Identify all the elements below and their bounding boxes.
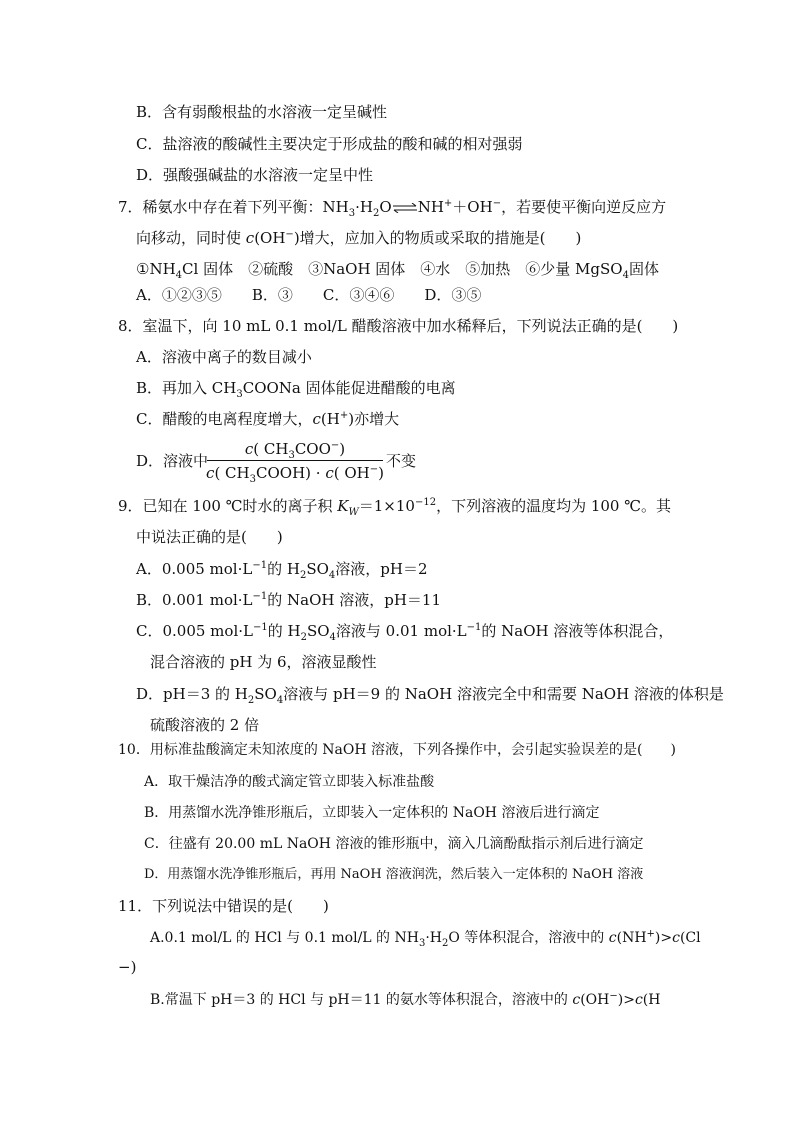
fraction-bar	[207, 460, 383, 461]
q10-stem: 10．用标准盐酸滴定未知浓度的 NaOH 溶液，下列各操作中，会引起实验误差的是( )	[118, 742, 676, 758]
equilibrium-arrow-icon	[392, 203, 418, 213]
q9-option-c-line2: 混合溶液的 pH 为 6，溶液显酸性	[150, 653, 377, 671]
q10-option-d: D．用蒸馏水洗净锥形瓶后，再用 NaOH 溶液润洗，然后装入一定体积的 NaOH 溶液	[144, 867, 644, 882]
q9-stem-line2: 中说法正确的是( )	[136, 528, 283, 546]
q11-option-b: B.常温下 pH＝3 的 HCl 与 pH＝11 的氨水等体积混合，溶液中的 c(OH−)>c(H	[150, 990, 661, 1008]
q10-option-b: B．用蒸馏水洗净锥形瓶后，立即装入一定体积的 NaOH 溶液后进行滴定	[144, 805, 600, 821]
q7-stem-line2: 向移动，同时使 c(OH−)增大，应加入的物质或采取的措施是( )	[136, 229, 582, 247]
q6-option-b: B．含有弱酸根盐的水溶液一定呈碱性	[136, 103, 388, 121]
q9-option-d: D．pH＝3 的 $H_2SO_4$溶液与 pH＝9 的 NaOH 溶液完全中和需要 NaOH 溶液的体积是	[136, 685, 724, 706]
q8-option-b: B．再加入 $CH_3COONa$ 固体能促进醋酸的电离	[136, 379, 456, 400]
q7-stem: 7．稀氨水中存在着下列平衡：$NH_3\cdot H_2O$ NH+＋OH−，若要使平衡向逆反应方	[118, 198, 667, 219]
q8-fraction	[205, 439, 385, 483]
q11-option-a: A.0.1 mol/L 的 HCl 与 0.1 mol/L 的 $NH_3\cdot H_2O$ 等体积混合，溶液中的 c(NH+)>c(Cl	[150, 928, 701, 949]
q9-option-d-line2: 硫酸溶液的 2 倍	[150, 716, 260, 734]
q8-option-a: A．溶液中离子的数目减小	[136, 348, 312, 366]
q9-option-c: C．0.005 $mol\cdot L^{-1}$的 $H_2SO_4$溶液与 0.01 $mol\cdot L^{-1}$的 NaOH 溶液等体积混合，	[136, 622, 674, 643]
q10-option-a: A．取干燥洁净的酸式滴定管立即装入标准盐酸	[144, 774, 435, 790]
q9-option-b: B．0.001 $mol\cdot L^{-1}$的 NaOH 溶液，pH＝11	[136, 591, 442, 609]
q6-option-c: C．盐溶液的酸碱性主要决定于形成盐的酸和碱的相对强弱	[136, 135, 523, 153]
q8-option-d-tail: 不变	[386, 452, 417, 470]
q8-option-c: C．醋酸的电离程度增大，c(H+)亦增大	[136, 410, 400, 428]
q6-option-d: D．强酸强碱盐的水溶液一定呈中性	[136, 166, 374, 184]
fraction-numerator: c( $CH_3COO^-$)	[244, 440, 346, 461]
q7-options: A．①②③⑤ B．③ C．③④⑥ D．③⑤	[136, 286, 482, 304]
q11-option-a-line2: −)	[118, 958, 137, 976]
q8-stem: 8．室温下，向 10 mL 0.1 mol/L 醋酸溶液中加水稀释后，下列说法正确的是( )	[118, 317, 679, 335]
fraction-denominator: c( $CH_3COOH) \cdot c$( OH−)	[206, 464, 384, 485]
q11-stem: 11．下列说法中错误的是( )	[118, 897, 329, 915]
q9-stem: 9．已知在 100 ℃时水的离子积 $K_W=1\times 10^{-12}$，下列溶液的温度均为 100 ℃。其	[118, 497, 672, 518]
q9-option-a: A．0.005 $mol\cdot L^{-1}$的 $H_2SO_4$溶液，pH＝2	[136, 560, 428, 581]
q10-option-c: C．往盛有 20.00 mL NaOH 溶液的锥形瓶中，滴入几滴酚酞指示剂后进行滴定	[144, 836, 644, 852]
q8-option-d-label: D．溶液中	[136, 452, 209, 470]
q7-items: $①NH_4Cl$ 固体 ②硫酸 ③NaOH 固体 ④水 ⑤加热 ⑥少量 MgSO$_4$固体	[136, 260, 659, 281]
